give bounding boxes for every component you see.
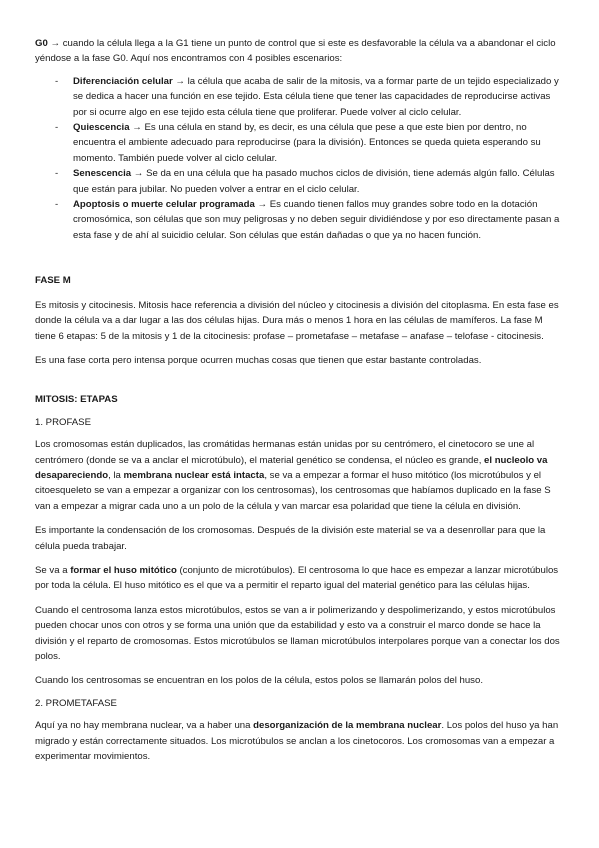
bold-phrase: el nucleolo va desapareciendo	[35, 454, 548, 481]
scenario-text: → Se da en una célula que ha pasado muchos ciclos de división, tiene además algún fallo. Células que están para jubilar. No pueden volver a entrar en el ciclo celular.	[73, 168, 555, 195]
scenario-term: Senescencia	[73, 168, 132, 180]
list-item: - Diferenciación celular → la célula que acaba de salir de la mitosis, va a formar parte de un tejido especializado y se dedica a hacer una función en ese tejido. Esta célula tiene que tener las capacidades de reproducirse activas por si ocurre algo en ese tejido esta célula tiene que proliferar. Puede volver al ciclo celular.	[55, 75, 559, 118]
list-item: - Senescencia → Se da en una célula que ha pasado muchos ciclos de división, tiene además algún fallo. Células que están para jubilar. No pueden volver a entrar en el ciclo celular.	[55, 168, 555, 195]
scenario-text: → la célula que acaba de salir de la mitosis, va a formar parte de un tejido especializado y se dedica a hacer una función en ese tejido. Esta célula tiene que tener las capacidades de reproducirse activas por si ocurre algo en ese tejido esta célula tiene que proliferar. Puede volver al ciclo celular.	[73, 75, 559, 118]
paragraph: Es importante la condensación de los cromosomas. Después de la división este material se va a desenrollar para que la célula pueda trabajar.	[35, 525, 546, 552]
list-item: - Apoptosis o muerte celular programada → Es cuando tienen fallos muy grandes sobre todo en la dotación cromosómica, son células que son muy peligrosas y no deben seguir dividiéndose y por eso directamente pasan a esta fase y de ahí al suicidio celular. Son células que están dañadas o que ya no hacen función.	[55, 199, 560, 241]
paragraph: Es una fase corta pero intensa porque ocurren muchas cosas que tienen que estar bastante controladas.	[35, 354, 482, 366]
paragraph: Cuando los centrosomas se encuentran en los polos de la célula, estos polos se llamarán polos del huso.	[35, 675, 483, 687]
subheading-profase: 1. PROFASE	[35, 416, 91, 428]
paragraph: Aquí ya no hay membrana nuclear, va a haber una desorganización de la membrana nuclear. Los polos del huso ya han migrado y están correctamente situados. Los microtúbulos se anclan a los cinetocoros. Los cromosomas van a empezar a experimentar movimientos.	[35, 720, 559, 763]
list-item: - Quiescencia → Es una célula en stand by, es decir, es una célula que pese a que este bien por dentro, no encuentra el ambiente adecuado para reproducirse (para la división). Entonces se queda quieta esperando su momento. También puede volver al ciclo celular.	[55, 122, 541, 164]
scenario-term: Quiescencia	[73, 122, 130, 134]
scenario-term: Diferenciación celular	[73, 75, 173, 87]
bold-phrase: desorganización de la membrana nuclear	[253, 720, 442, 732]
paragraph: Los cromosomas están duplicados, las cromátidas hermanas están unidas por su centrómero, el cinetocoro se une al centrómero (donde se va a anclar el microtúbulo), el material genético se condensa, el núcleo es grande, el nucleolo va desapareciendo, la membrana nuclear está intacta, se va a empezar a formar el huso mitótico (los microtúbulos y el citoesqueleto se van a empezar a organizar con los centrosomas), los centrosomas que habíamos duplicado en la fase S van a empezar a migrar cada uno a un polo de la célula y van marcar esa polaridad que tiene la célula en división.	[35, 439, 551, 512]
paragraph: Es mitosis y citocinesis. Mitosis hace referencia a división del núcleo y citocinesis a división del citoplasma. En esta fase es donde la célula va a dar lugar a las dos células hijas. Dura más o menos 1 hora en las células de mamíferos. La fase M tiene 6 etapas: 5 de la mitosis y 1 de la citocinesis: profase – prometafase – metafase – anafase – telofase - citocinesis.	[35, 299, 559, 342]
subheading-prometafase: 2. PROMETAFASE	[35, 697, 117, 709]
scenario-text: → Es una célula en stand by, es decir, es una célula que pese a que este bien por dentro, no encuentra el ambiente adecuado para reproducirse (para la división). Entonces se queda quieta esperando su momento. También puede volver al ciclo celular.	[73, 122, 541, 164]
g0-arrow: →	[50, 38, 61, 49]
document-page	[35, 36, 563, 764]
g0-paragraph	[35, 36, 563, 67]
scenario-list	[35, 74, 563, 243]
paragraph: Se va a formar el huso mitótico (conjunto de microtúbulos). El centrosoma lo que hace es empezar a lanzar microtúbulos por toda la célula. El huso mitótico es el que va a permitir el reparto igual del material genético para las células hijas.	[35, 564, 559, 592]
bold-phrase: membrana nuclear está intacta	[123, 469, 265, 481]
section-heading-mitosis: MITOSIS: ETAPAS	[35, 394, 118, 406]
g0-term: G0	[35, 38, 48, 49]
bold-phrase: formar el huso mitótico	[70, 564, 177, 576]
paragraph: Cuando el centrosoma lanza estos microtúbulos, estos se van a ir polimerizando y despolimerizando, y estos microtúbulos pueden chocar unos con otros y se forma una unión que da estabilidad y esto va a construir el marco donde se hace la división y el reparto de cromosomas. Estos microtúbulos se llaman microtúbulos interpolares porque van a conectar los dos polos.	[35, 604, 560, 662]
section-heading-fase-m: FASE M	[35, 275, 71, 287]
scenario-term: Apoptosis o muerte celular programada	[73, 199, 255, 211]
g0-text: cuando la célula llega a la G1 tiene un punto de control que si este es desfavorable la célula va a abandonar el ciclo yéndose a la fase G0. Aquí nos encontramos con 4 posibles escenarios:	[35, 38, 556, 65]
scenario-text: → Es cuando tienen fallos muy grandes sobre todo en la dotación cromosómica, son células que son muy peligrosas y no deben seguir dividiéndose y por eso directamente pasan a esta fase y de ahí al suicidio celular. Son células que están dañadas o que ya no hacen función.	[73, 199, 560, 241]
